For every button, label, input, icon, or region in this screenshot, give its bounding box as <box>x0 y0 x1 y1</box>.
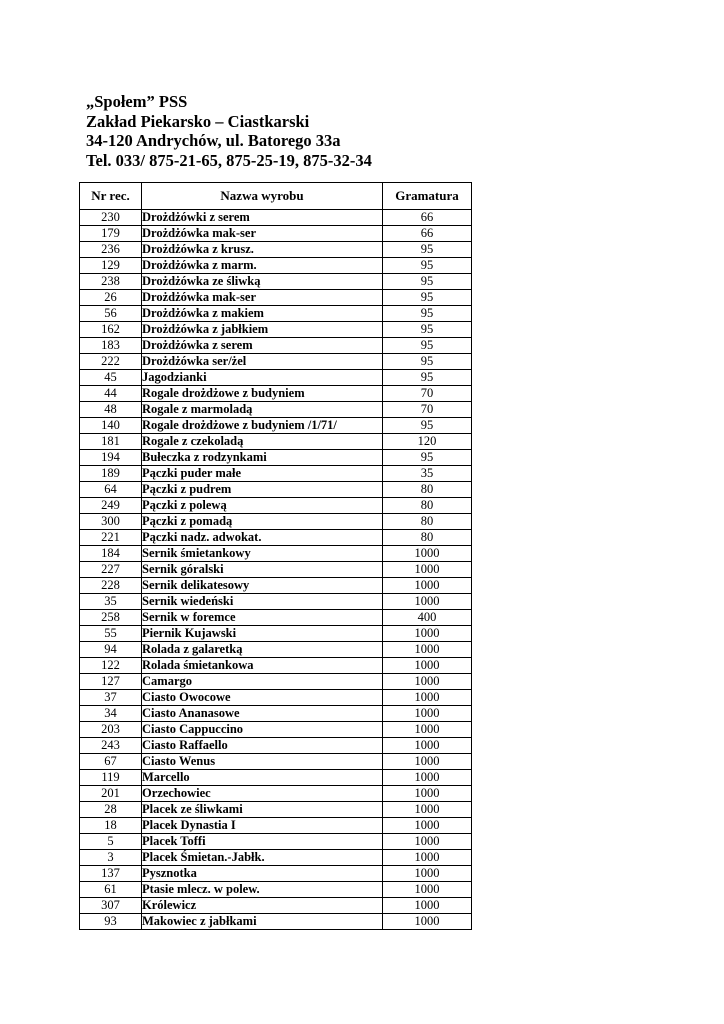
table-row <box>80 866 472 882</box>
table-row <box>80 242 472 258</box>
products-table-body <box>80 210 472 930</box>
cell-gramatura: 95 <box>383 450 472 466</box>
table-row <box>80 530 472 546</box>
cell-recipe-number: 45 <box>80 370 142 386</box>
cell-gramatura: 1000 <box>383 818 472 834</box>
cell-gramatura: 95 <box>383 258 472 274</box>
table-row <box>80 514 472 530</box>
table-row <box>80 914 472 930</box>
cell-gramatura: 1000 <box>383 786 472 802</box>
cell-recipe-number: 222 <box>80 354 142 370</box>
cell-gramatura: 1000 <box>383 546 472 562</box>
table-header-row <box>80 183 472 210</box>
cell-gramatura: 95 <box>383 242 472 258</box>
cell-recipe-number: 34 <box>80 706 142 722</box>
cell-gramatura: 95 <box>383 338 472 354</box>
cell-recipe-number: 221 <box>80 530 142 546</box>
table-row <box>80 562 472 578</box>
cell-gramatura: 80 <box>383 498 472 514</box>
document-header <box>86 92 372 170</box>
cell-recipe-number: 194 <box>80 450 142 466</box>
cell-gramatura: 1000 <box>383 562 472 578</box>
table-row <box>80 274 472 290</box>
cell-gramatura: 80 <box>383 514 472 530</box>
table-row <box>80 418 472 434</box>
table-row <box>80 466 472 482</box>
table-row <box>80 386 472 402</box>
table-row <box>80 706 472 722</box>
cell-gramatura: 1000 <box>383 898 472 914</box>
cell-gramatura: 1000 <box>383 914 472 930</box>
table-row <box>80 258 472 274</box>
cell-recipe-number: 127 <box>80 674 142 690</box>
cell-gramatura: 1000 <box>383 882 472 898</box>
table-row <box>80 738 472 754</box>
column-header-gramatura: Gramatura <box>383 183 472 210</box>
cell-gramatura: 95 <box>383 418 472 434</box>
table-row <box>80 626 472 642</box>
table-row <box>80 786 472 802</box>
cell-gramatura: 1000 <box>383 594 472 610</box>
table-row <box>80 610 472 626</box>
cell-product-name: Rolada z galaretką <box>142 642 383 658</box>
cell-product-name: Rogale drożdżowe z budyniem /1/71/ <box>142 418 383 434</box>
cell-recipe-number: 184 <box>80 546 142 562</box>
table-row <box>80 642 472 658</box>
cell-recipe-number: 56 <box>80 306 142 322</box>
cell-product-name: Drożdżówki z serem <box>142 210 383 226</box>
cell-recipe-number: 249 <box>80 498 142 514</box>
table-row <box>80 898 472 914</box>
cell-gramatura: 66 <box>383 226 472 242</box>
cell-product-name: Pączki z polewą <box>142 498 383 514</box>
cell-product-name: Sernik góralski <box>142 562 383 578</box>
cell-product-name: Sernik śmietankowy <box>142 546 383 562</box>
cell-recipe-number: 94 <box>80 642 142 658</box>
table-row <box>80 722 472 738</box>
cell-product-name: Ciasto Ananasowe <box>142 706 383 722</box>
table-row <box>80 578 472 594</box>
cell-product-name: Pączki z pomadą <box>142 514 383 530</box>
cell-recipe-number: 258 <box>80 610 142 626</box>
cell-product-name: Marcello <box>142 770 383 786</box>
cell-gramatura: 1000 <box>383 626 472 642</box>
cell-recipe-number: 93 <box>80 914 142 930</box>
cell-gramatura: 1000 <box>383 642 472 658</box>
cell-gramatura: 1000 <box>383 578 472 594</box>
cell-recipe-number: 230 <box>80 210 142 226</box>
cell-product-name: Pysznotka <box>142 866 383 882</box>
cell-recipe-number: 5 <box>80 834 142 850</box>
cell-recipe-number: 203 <box>80 722 142 738</box>
cell-gramatura: 400 <box>383 610 472 626</box>
cell-gramatura: 80 <box>383 482 472 498</box>
cell-product-name: Drożdżówka mak-ser <box>142 226 383 242</box>
cell-gramatura: 1000 <box>383 770 472 786</box>
cell-product-name: Sernik w foremce <box>142 610 383 626</box>
table-row <box>80 802 472 818</box>
cell-product-name: Drożdżówka z marm. <box>142 258 383 274</box>
cell-recipe-number: 129 <box>80 258 142 274</box>
cell-product-name: Drożdżówka ze śliwką <box>142 274 383 290</box>
company-name: „Społem” PSS <box>86 92 188 111</box>
table-row <box>80 290 472 306</box>
cell-recipe-number: 26 <box>80 290 142 306</box>
cell-product-name: Pączki puder małe <box>142 466 383 482</box>
cell-gramatura: 1000 <box>383 690 472 706</box>
cell-gramatura: 66 <box>383 210 472 226</box>
table-row <box>80 338 472 354</box>
cell-product-name: Sernik delikatesowy <box>142 578 383 594</box>
cell-recipe-number: 18 <box>80 818 142 834</box>
cell-product-name: Drożdżówka z makiem <box>142 306 383 322</box>
cell-gramatura: 1000 <box>383 850 472 866</box>
cell-product-name: Drożdżówka z jabłkiem <box>142 322 383 338</box>
cell-recipe-number: 35 <box>80 594 142 610</box>
cell-recipe-number: 67 <box>80 754 142 770</box>
cell-recipe-number: 28 <box>80 802 142 818</box>
cell-product-name: Rogale drożdżowe z budyniem <box>142 386 383 402</box>
cell-product-name: Sernik wiedeński <box>142 594 383 610</box>
table-row <box>80 754 472 770</box>
cell-recipe-number: 37 <box>80 690 142 706</box>
cell-recipe-number: 227 <box>80 562 142 578</box>
cell-product-name: Pączki z pudrem <box>142 482 383 498</box>
table-row <box>80 482 472 498</box>
cell-product-name: Rolada śmietankowa <box>142 658 383 674</box>
cell-product-name: Placek ze śliwkami <box>142 802 383 818</box>
cell-recipe-number: 179 <box>80 226 142 242</box>
cell-product-name: Ciasto Cappuccino <box>142 722 383 738</box>
cell-product-name: Drożdżówka z krusz. <box>142 242 383 258</box>
cell-recipe-number: 228 <box>80 578 142 594</box>
cell-gramatura: 1000 <box>383 866 472 882</box>
cell-product-name: Placek Śmietan.-Jabłk. <box>142 850 383 866</box>
cell-gramatura: 80 <box>383 530 472 546</box>
table-row <box>80 818 472 834</box>
cell-gramatura: 95 <box>383 354 472 370</box>
cell-recipe-number: 64 <box>80 482 142 498</box>
table-row <box>80 370 472 386</box>
cell-recipe-number: 61 <box>80 882 142 898</box>
table-row <box>80 690 472 706</box>
cell-product-name: Bułeczka z rodzynkami <box>142 450 383 466</box>
cell-product-name: Placek Toffi <box>142 834 383 850</box>
cell-product-name: Rogale z marmoladą <box>142 402 383 418</box>
cell-recipe-number: 3 <box>80 850 142 866</box>
cell-gramatura: 1000 <box>383 722 472 738</box>
cell-gramatura: 70 <box>383 386 472 402</box>
table-row <box>80 834 472 850</box>
cell-recipe-number: 122 <box>80 658 142 674</box>
table-row <box>80 770 472 786</box>
cell-recipe-number: 119 <box>80 770 142 786</box>
table-row <box>80 594 472 610</box>
table-row <box>80 450 472 466</box>
cell-product-name: Piernik Kujawski <box>142 626 383 642</box>
department-name: Zakład Piekarsko – Ciastkarski <box>86 111 310 131</box>
cell-recipe-number: 300 <box>80 514 142 530</box>
table-row <box>80 882 472 898</box>
table-row <box>80 402 472 418</box>
cell-gramatura: 35 <box>383 466 472 482</box>
cell-gramatura: 95 <box>383 274 472 290</box>
cell-recipe-number: 236 <box>80 242 142 258</box>
table-row <box>80 210 472 226</box>
address: 34-120 Andrychów, ul. Batorego 33a <box>86 131 341 150</box>
phone-numbers: Tel. 033/ 875-21-65, 875-25-19, 875-32-34 <box>86 150 372 170</box>
cell-recipe-number: 183 <box>80 338 142 354</box>
column-header-nr: Nr rec. <box>80 183 142 210</box>
cell-gramatura: 95 <box>383 306 472 322</box>
table-row <box>80 850 472 866</box>
cell-product-name: Ciasto Owocowe <box>142 690 383 706</box>
products-table <box>79 182 472 930</box>
cell-product-name: Placek Dynastia I <box>142 818 383 834</box>
cell-gramatura: 95 <box>383 322 472 338</box>
cell-gramatura: 1000 <box>383 754 472 770</box>
cell-gramatura: 1000 <box>383 674 472 690</box>
cell-product-name: Camargo <box>142 674 383 690</box>
cell-gramatura: 1000 <box>383 738 472 754</box>
cell-recipe-number: 243 <box>80 738 142 754</box>
table-row <box>80 434 472 450</box>
table-row <box>80 226 472 242</box>
cell-recipe-number: 181 <box>80 434 142 450</box>
table-row <box>80 354 472 370</box>
cell-product-name: Jagodzianki <box>142 370 383 386</box>
cell-recipe-number: 140 <box>80 418 142 434</box>
cell-product-name: Drożdżówka z serem <box>142 338 383 354</box>
table-row <box>80 546 472 562</box>
cell-recipe-number: 55 <box>80 626 142 642</box>
table-row <box>80 306 472 322</box>
cell-recipe-number: 201 <box>80 786 142 802</box>
cell-gramatura: 1000 <box>383 658 472 674</box>
cell-product-name: Orzechowiec <box>142 786 383 802</box>
cell-recipe-number: 137 <box>80 866 142 882</box>
cell-product-name: Ciasto Raffaello <box>142 738 383 754</box>
cell-gramatura: 1000 <box>383 802 472 818</box>
cell-gramatura: 70 <box>383 402 472 418</box>
cell-recipe-number: 238 <box>80 274 142 290</box>
cell-product-name: Królewicz <box>142 898 383 914</box>
cell-product-name: Ciasto Wenus <box>142 754 383 770</box>
column-header-name: Nazwa wyrobu <box>142 183 383 210</box>
table-row <box>80 674 472 690</box>
cell-recipe-number: 307 <box>80 898 142 914</box>
cell-recipe-number: 48 <box>80 402 142 418</box>
cell-recipe-number: 44 <box>80 386 142 402</box>
cell-product-name: Drożdżówka mak-ser <box>142 290 383 306</box>
cell-gramatura: 95 <box>383 290 472 306</box>
cell-product-name: Pączki nadz. adwokat. <box>142 530 383 546</box>
cell-product-name: Rogale z czekoladą <box>142 434 383 450</box>
cell-recipe-number: 162 <box>80 322 142 338</box>
cell-product-name: Makowiec z jabłkami <box>142 914 383 930</box>
table-row <box>80 498 472 514</box>
cell-recipe-number: 189 <box>80 466 142 482</box>
cell-product-name: Ptasie mlecz. w polew. <box>142 882 383 898</box>
table-row <box>80 322 472 338</box>
table-row <box>80 658 472 674</box>
cell-gramatura: 120 <box>383 434 472 450</box>
cell-gramatura: 1000 <box>383 706 472 722</box>
cell-product-name: Drożdżówka ser/żel <box>142 354 383 370</box>
cell-gramatura: 1000 <box>383 834 472 850</box>
cell-gramatura: 95 <box>383 370 472 386</box>
